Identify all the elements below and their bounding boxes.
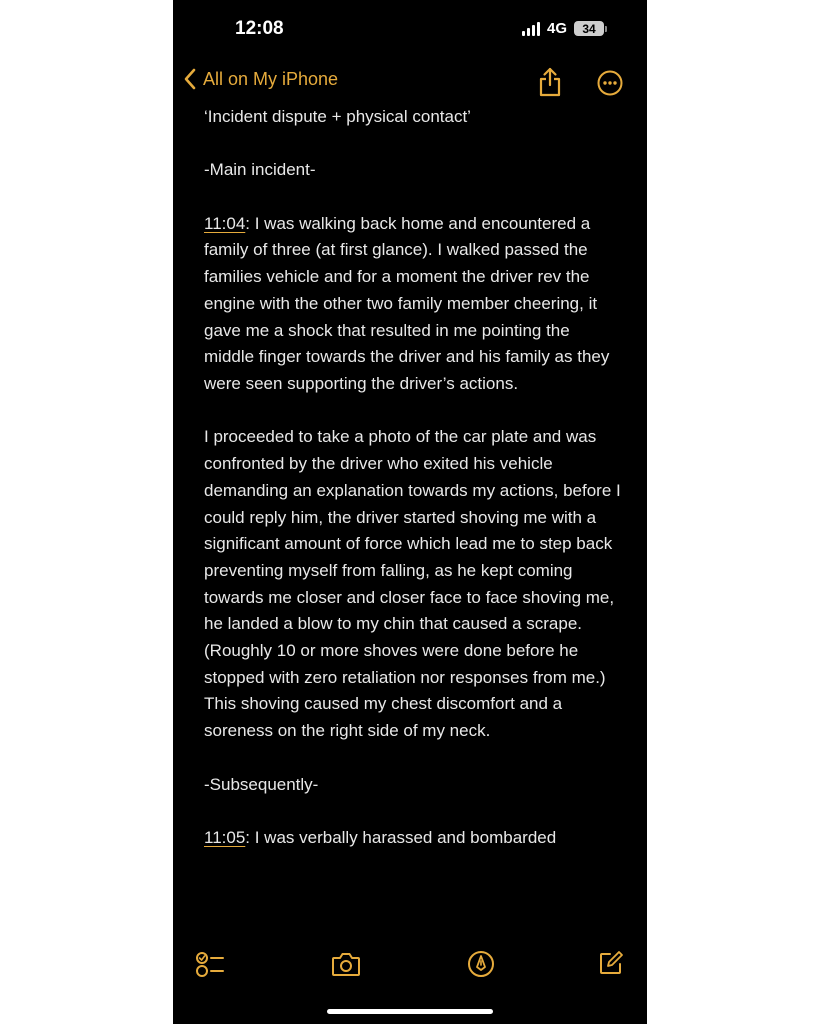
- note-title: ‘Incident dispute + physical contact’: [204, 107, 471, 126]
- note-paragraph: [204, 211, 624, 398]
- phone-screen: [173, 0, 647, 1024]
- chevron-left-icon: [183, 68, 197, 90]
- note-paragraph: I proceeded to take a photo of the car plate and was confronted by the driver who exited his vehicle demanding an explanation towards my actions, before I could reply him, the driver started shoving me with a significant amount of force which lead me to step back preventing myself from falling, as he kept coming towards me closer and closer face to face shoving me, he landed a blow to my chin that caused a scrape. (Roughly 10 or more shoves were done before he stopped with zero retaliation nor responses from me.) This shoving caused my chest discomfort and a soreness on the right side of my neck.: [204, 427, 621, 741]
- cellular-signal-icon: [522, 22, 540, 36]
- home-indicator[interactable]: [327, 1009, 493, 1014]
- network-type: 4G: [546, 20, 567, 37]
- timestamp-link[interactable]: 11:04: [204, 213, 246, 233]
- status-time: 12:08: [235, 18, 284, 39]
- back-button-label: All on My iPhone: [203, 68, 339, 89]
- paragraph-text: : I was verbally harassed and bombarded: [245, 827, 557, 847]
- note-body[interactable]: [204, 104, 624, 852]
- compose-icon[interactable]: [598, 950, 624, 976]
- section-heading-subsequently: -Subsequently-: [204, 774, 319, 794]
- note-paragraph: [204, 825, 624, 852]
- paragraph-text: : I was walking back home and encountered a family of three (at first glance). I walked passed the families vehicle and for a moment the driver rev the engine with the other two family member cheering, it gave me a shock that resulted in me pointing the middle finger towards the driver and his family as they were seen supporting the driver’s actions.: [204, 213, 610, 393]
- status-indicators: [522, 20, 607, 37]
- more-options-icon[interactable]: [597, 70, 623, 96]
- camera-icon[interactable]: [331, 951, 361, 977]
- checklist-icon[interactable]: [195, 950, 225, 978]
- back-button[interactable]: [183, 68, 338, 90]
- battery-level: 34: [574, 21, 604, 36]
- timestamp-link[interactable]: 11:05: [204, 827, 246, 847]
- battery-icon: [574, 21, 607, 36]
- section-heading-main-incident: -Main incident-: [204, 160, 316, 180]
- share-icon[interactable]: [537, 66, 563, 98]
- markup-pen-icon[interactable]: [467, 950, 495, 978]
